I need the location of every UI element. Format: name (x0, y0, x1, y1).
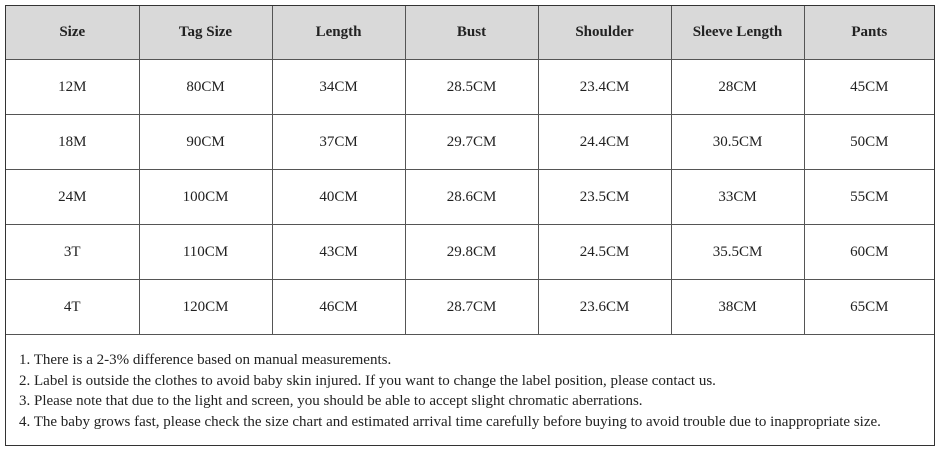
cell-size: 18M (6, 115, 139, 170)
cell-length: 40CM (272, 170, 405, 225)
header-shoulder: Shoulder (538, 6, 671, 60)
cell-sleeve-length: 38CM (671, 280, 804, 335)
cell-tag-size: 90CM (139, 115, 272, 170)
header-size: Size (6, 6, 139, 60)
table-row (6, 115, 934, 170)
cell-bust: 29.8CM (405, 225, 538, 280)
note-manual-measurement: 1. There is a 2-3% difference based on manual measurements. (19, 352, 392, 368)
cell-pants: 65CM (804, 280, 934, 335)
cell-length: 34CM (272, 60, 405, 115)
table-header-row (6, 6, 934, 60)
size-table (6, 6, 934, 335)
cell-length: 46CM (272, 280, 405, 335)
header-length: Length (272, 6, 405, 60)
table-row (6, 170, 934, 225)
cell-bust: 28.7CM (405, 280, 538, 335)
cell-pants: 60CM (804, 225, 934, 280)
table-row (6, 225, 934, 280)
cell-length: 37CM (272, 115, 405, 170)
header-tag-size: Tag Size (139, 6, 272, 60)
cell-sleeve-length: 33CM (671, 170, 804, 225)
cell-sleeve-length: 28CM (671, 60, 804, 115)
cell-size: 3T (6, 225, 139, 280)
cell-shoulder: 24.4CM (538, 115, 671, 170)
cell-tag-size: 110CM (139, 225, 272, 280)
cell-length: 43CM (272, 225, 405, 280)
note-label-position: 2. Label is outside the clothes to avoid baby skin injured. If you want to change the label position, please contact us. (19, 372, 716, 389)
header-pants: Pants (804, 6, 934, 60)
note-size-check: 4. The baby grows fast, please check the size chart and estimated arrival time carefully before buying to avoid trouble due to inappropriate size. (19, 413, 881, 430)
cell-size: 4T (6, 280, 139, 335)
cell-tag-size: 100CM (139, 170, 272, 225)
cell-pants: 45CM (804, 60, 934, 115)
cell-shoulder: 23.4CM (538, 60, 671, 115)
size-chart-frame (5, 5, 935, 446)
header-bust: Bust (405, 6, 538, 60)
cell-size: 12M (6, 60, 139, 115)
cell-sleeve-length: 35.5CM (671, 225, 804, 280)
table-row (6, 280, 934, 335)
cell-bust: 29.7CM (405, 115, 538, 170)
cell-shoulder: 24.5CM (538, 225, 671, 280)
cell-sleeve-length: 30.5CM (671, 115, 804, 170)
cell-bust: 28.5CM (405, 60, 538, 115)
cell-size: 24M (6, 170, 139, 225)
table-row (6, 60, 934, 115)
header-sleeve-length: Sleeve Length (671, 6, 804, 60)
cell-bust: 28.6CM (405, 170, 538, 225)
notes-section (6, 337, 934, 432)
cell-pants: 50CM (804, 115, 934, 170)
note-chromatic-aberration: 3. Please note that due to the light and screen, you should be able to accept slight chromatic aberrations. (19, 393, 643, 409)
cell-shoulder: 23.5CM (538, 170, 671, 225)
cell-tag-size: 80CM (139, 60, 272, 115)
cell-tag-size: 120CM (139, 280, 272, 335)
cell-shoulder: 23.6CM (538, 280, 671, 335)
cell-pants: 55CM (804, 170, 934, 225)
